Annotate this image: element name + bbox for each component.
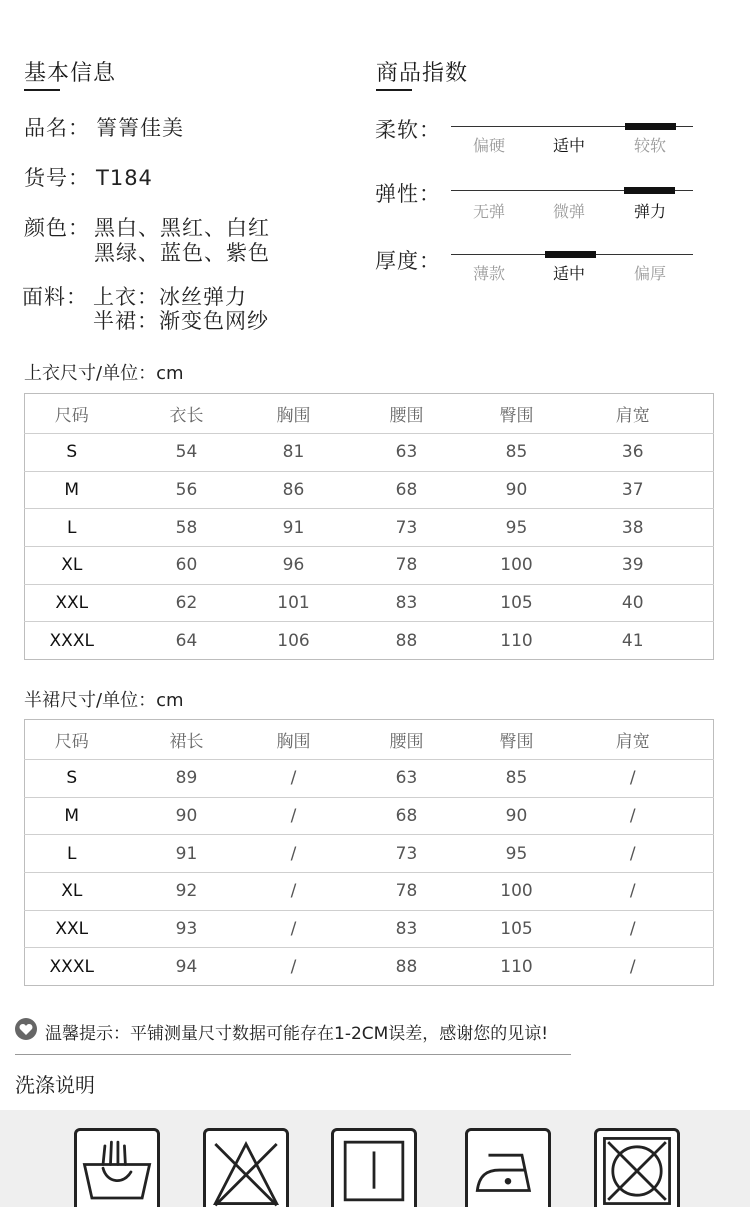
size-cell: S	[25, 434, 119, 472]
value-cell: 63	[333, 760, 481, 798]
elasticity-option-1: 无弹	[472, 202, 505, 221]
value-cell: 110	[481, 948, 553, 986]
value-cell: 86	[255, 471, 333, 509]
tip-text: 温馨提示：平铺测量尺寸数据可能存在1-2CM误差，感谢您的见谅!	[45, 1024, 549, 1044]
color-line-2: 黑绿、蓝色、紫色	[94, 241, 270, 265]
value-cell: /	[255, 873, 333, 911]
softness-option-2: 适中	[552, 136, 585, 155]
thickness-indicator	[545, 251, 596, 258]
size-cell: M	[25, 471, 119, 509]
value-cell: /	[553, 948, 714, 986]
value-cell: 91	[119, 835, 255, 873]
size-cell: XXL	[25, 584, 119, 622]
header-cell: 衣长	[169, 406, 204, 426]
value-cell: 89	[119, 760, 255, 798]
size-cell: M	[25, 797, 119, 835]
value-cell: 95	[481, 509, 553, 547]
value-cell: 90	[481, 471, 553, 509]
softness-label: 柔软：	[375, 118, 441, 142]
value-cell: /	[553, 797, 714, 835]
value-cell: 63	[333, 434, 481, 472]
size-cell: XXL	[25, 910, 119, 948]
code-row	[24, 162, 153, 192]
value-cell: 68	[333, 797, 481, 835]
size-cell: XL	[25, 873, 119, 911]
value-cell: 91	[255, 509, 333, 547]
value-cell: 105	[481, 910, 553, 948]
value-cell: 90	[481, 797, 553, 835]
value-cell: 78	[333, 873, 481, 911]
table-row	[25, 835, 714, 873]
value-cell: /	[553, 835, 714, 873]
value-cell: 78	[333, 547, 481, 585]
color-label: 颜色：	[24, 216, 90, 240]
value-cell: 56	[119, 471, 255, 509]
value-cell: 106	[255, 622, 333, 660]
table-row	[25, 509, 714, 547]
value-cell: 105	[481, 584, 553, 622]
table-row	[25, 797, 714, 835]
header-cell: 肩宽	[615, 732, 650, 752]
fabric-line-1: 上衣：冰丝弹力	[93, 285, 247, 309]
value-cell: /	[255, 797, 333, 835]
value-cell: 85	[481, 760, 553, 798]
top-table-title: 上衣尺寸/单位：cm	[24, 363, 184, 384]
elasticity-label: 弹性：	[375, 182, 441, 206]
skirt-table-title: 半裙尺寸/单位：cm	[24, 690, 184, 711]
name-label: 品名：	[24, 116, 90, 140]
table-row	[25, 622, 714, 660]
value-cell: 94	[119, 948, 255, 986]
header-cell: 胸围	[276, 732, 311, 752]
softness-indicator	[625, 123, 676, 130]
value-cell: 88	[333, 948, 481, 986]
line-dry-icon	[331, 1128, 417, 1207]
value-cell: 90	[119, 797, 255, 835]
value-cell: /	[255, 910, 333, 948]
header-cell: 胸围	[276, 406, 311, 426]
basic-info-title: 基本信息	[24, 61, 117, 86]
table-row	[25, 760, 714, 798]
value-cell: 54	[119, 434, 255, 472]
no-bleach-icon	[203, 1128, 289, 1207]
value-cell: 38	[553, 509, 714, 547]
size-cell: XL	[25, 547, 119, 585]
elasticity-indicator	[624, 187, 675, 194]
value-cell: 95	[481, 835, 553, 873]
softness-option-1: 偏硬	[472, 136, 505, 155]
header-cell: 裙长	[169, 732, 204, 752]
size-cell: L	[25, 509, 119, 547]
product-index-title: 商品指数	[376, 61, 469, 86]
value-cell: /	[553, 760, 714, 798]
fabric-label: 面料：	[22, 285, 88, 309]
size-cell: XXXL	[25, 948, 119, 986]
table-row	[25, 873, 714, 911]
header-cell: 臀围	[499, 732, 534, 752]
value-cell: 39	[553, 547, 714, 585]
product-index-underline	[376, 89, 412, 91]
iron-low-icon	[465, 1128, 551, 1207]
value-cell: 40	[553, 584, 714, 622]
heart-icon	[15, 1018, 37, 1040]
color-line-1: 黑白、黑红、白红	[94, 216, 270, 240]
softness-option-3: 较软	[633, 136, 666, 155]
thickness-option-3: 偏厚	[633, 264, 666, 283]
value-cell: 85	[481, 434, 553, 472]
value-cell: 83	[333, 584, 481, 622]
thickness-label: 厚度：	[375, 249, 441, 273]
header-cell: 肩宽	[615, 406, 650, 426]
value-cell: 96	[255, 547, 333, 585]
value-cell: 83	[333, 910, 481, 948]
top-size-table	[24, 393, 714, 660]
value-cell: /	[255, 948, 333, 986]
fabric-line-2: 半裙：渐变色网纱	[93, 309, 269, 333]
name-row	[24, 112, 184, 142]
tip-divider	[15, 1054, 571, 1055]
value-cell: 100	[481, 547, 553, 585]
size-cell: L	[25, 835, 119, 873]
value-cell: 58	[119, 509, 255, 547]
header-cell: 尺码	[54, 406, 89, 426]
table-row	[25, 910, 714, 948]
value-cell: 92	[119, 873, 255, 911]
value-cell: /	[553, 910, 714, 948]
header-cell: 腰围	[389, 406, 424, 426]
skirt-table-header	[25, 720, 714, 760]
washing-title: 洗涤说明	[15, 1073, 95, 1097]
table-row	[25, 584, 714, 622]
table-row	[25, 434, 714, 472]
value-cell: 100	[481, 873, 553, 911]
code-value: T184	[96, 166, 153, 190]
top-table-header	[25, 394, 714, 434]
value-cell: 101	[255, 584, 333, 622]
value-cell: 88	[333, 622, 481, 660]
value-cell: 93	[119, 910, 255, 948]
value-cell: 73	[333, 509, 481, 547]
value-cell: /	[255, 835, 333, 873]
header-cell: 腰围	[389, 732, 424, 752]
header-cell: 臀围	[499, 406, 534, 426]
value-cell: 60	[119, 547, 255, 585]
code-label: 货号：	[24, 166, 90, 190]
value-cell: 64	[119, 622, 255, 660]
value-cell: 81	[255, 434, 333, 472]
value-cell: 73	[333, 835, 481, 873]
header-cell: 尺码	[54, 732, 89, 752]
value-cell: 68	[333, 471, 481, 509]
skirt-size-table	[24, 719, 714, 986]
hand-wash-icon	[74, 1128, 160, 1207]
thickness-option-2: 适中	[552, 264, 585, 283]
value-cell: 41	[553, 622, 714, 660]
basic-info-underline	[24, 89, 60, 91]
elasticity-option-3: 弹力	[633, 202, 666, 221]
value-cell: 62	[119, 584, 255, 622]
value-cell: /	[255, 760, 333, 798]
value-cell: /	[553, 873, 714, 911]
value-cell: 37	[553, 471, 714, 509]
name-value: 箐箐佳美	[96, 116, 184, 140]
thickness-option-1: 薄款	[472, 264, 505, 283]
elasticity-option-2: 微弹	[552, 202, 585, 221]
size-cell: XXXL	[25, 622, 119, 660]
table-row	[25, 547, 714, 585]
value-cell: 36	[553, 434, 714, 472]
value-cell: 110	[481, 622, 553, 660]
no-tumble-dry-icon	[594, 1128, 680, 1207]
table-row	[25, 471, 714, 509]
size-cell: S	[25, 760, 119, 798]
table-row	[25, 948, 714, 986]
